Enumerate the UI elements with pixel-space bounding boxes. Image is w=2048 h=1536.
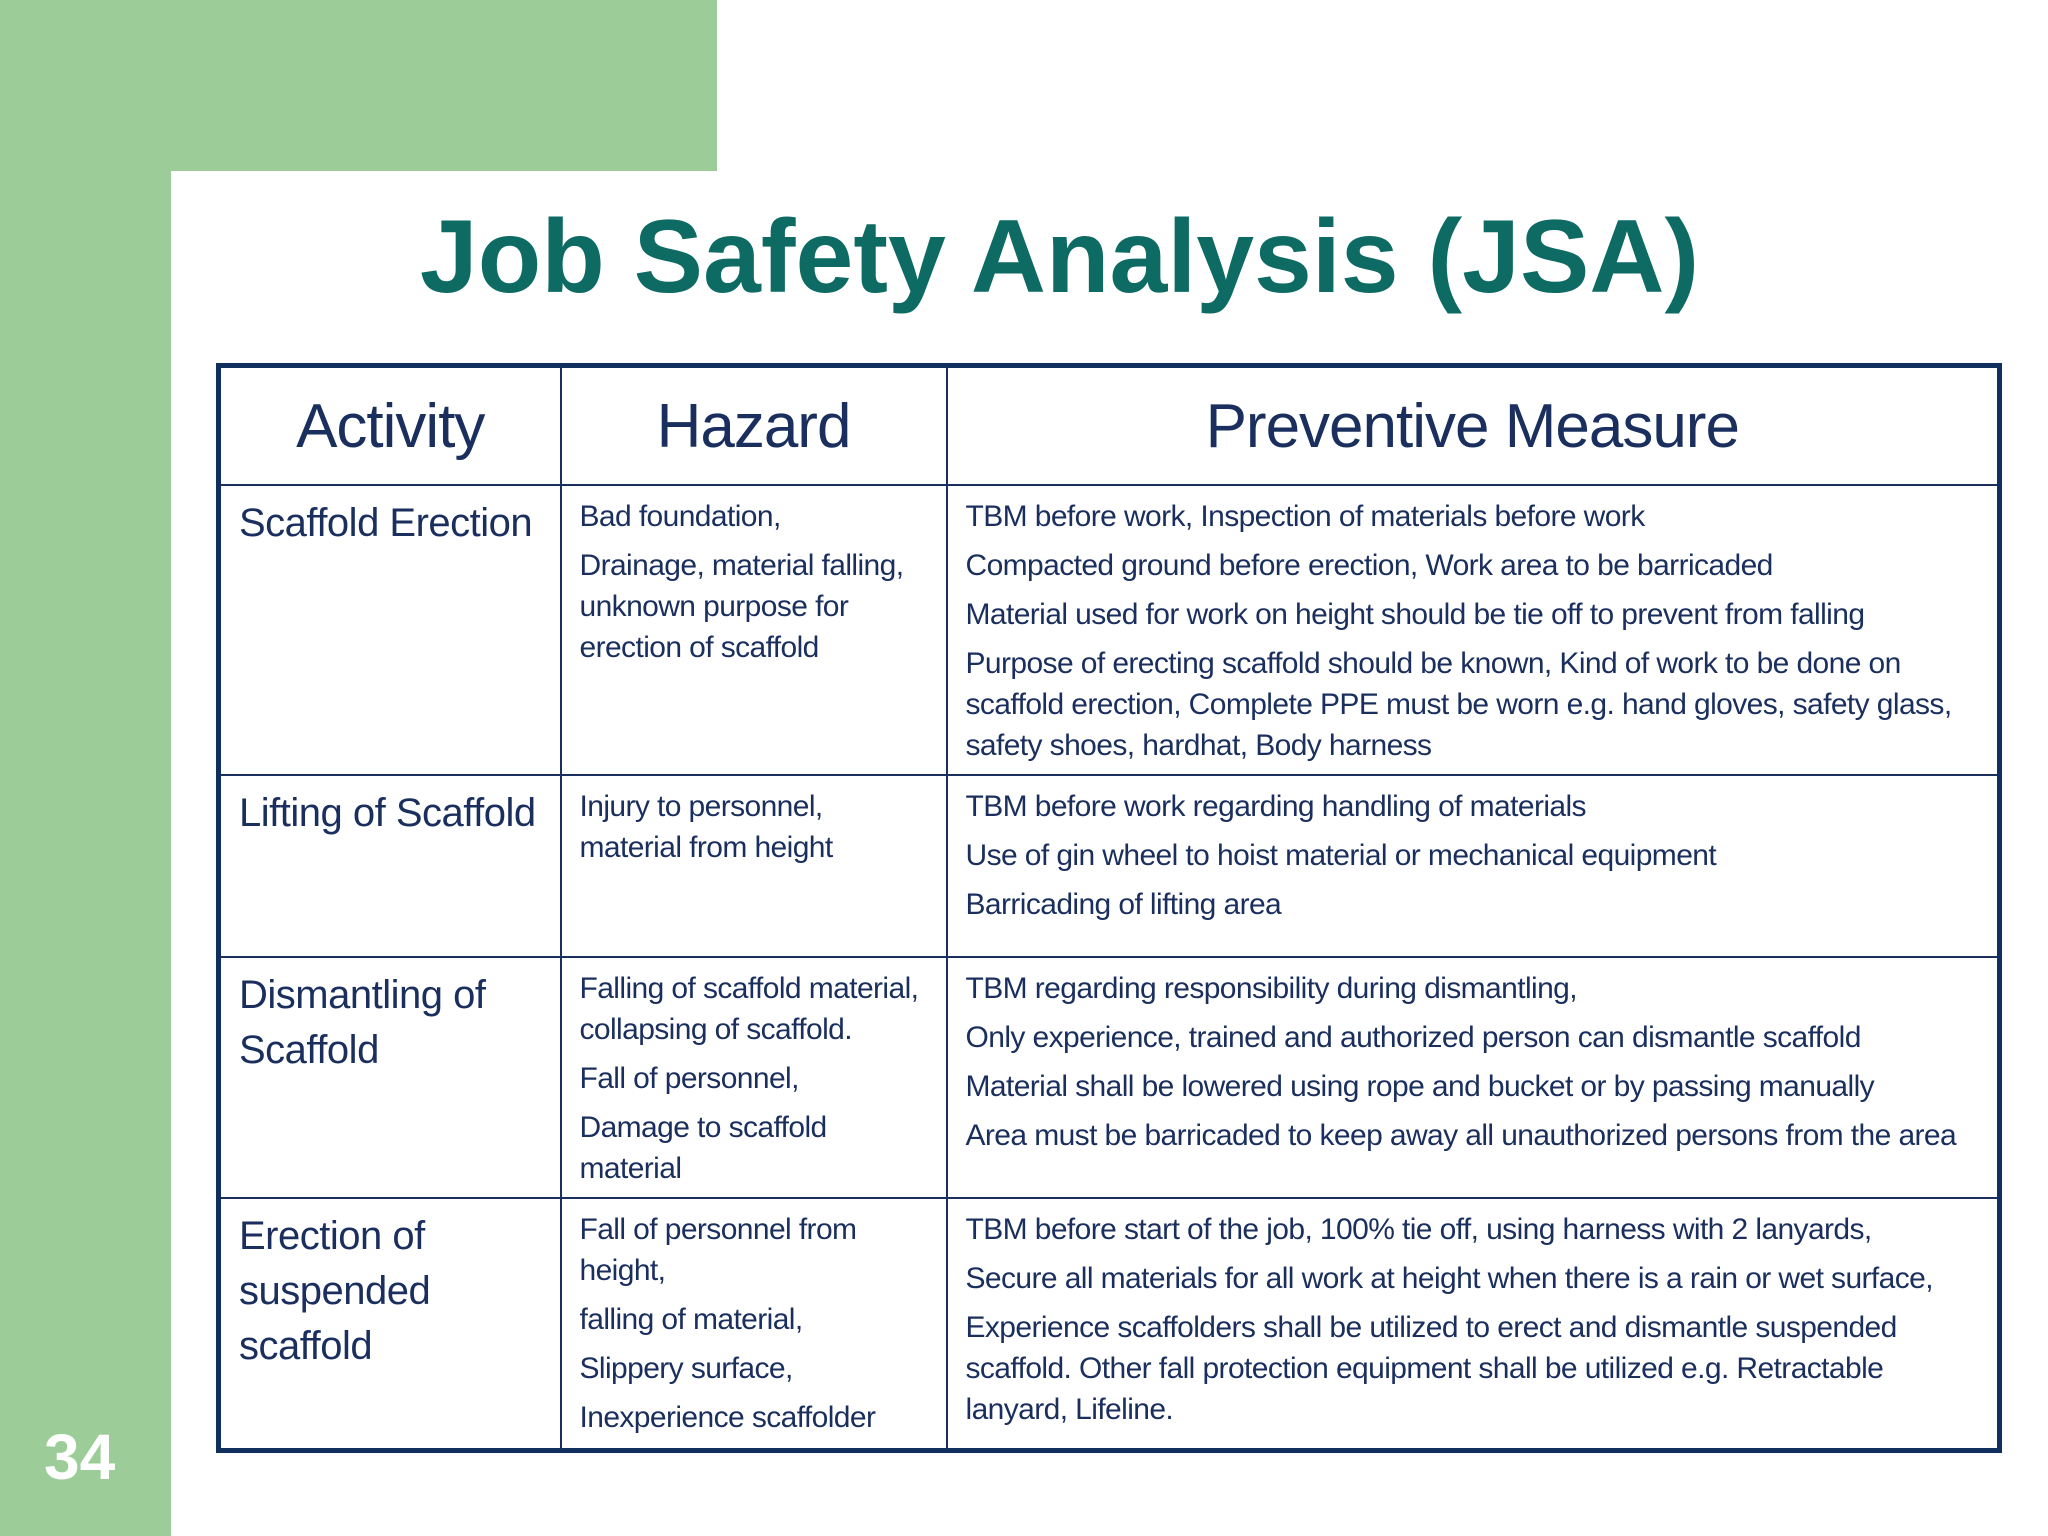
hazard-cell [561,485,947,775]
measure-cell [947,957,2000,1198]
hazard-item: Injury to personnel, material from height [579,790,833,864]
measure-item: Material shall be lowered using rope and bucket or by passing manually [965,1070,1875,1103]
hazard-item: Inexperience scaffolder [579,1401,876,1434]
measure-cell [947,485,2000,775]
measure-cell [947,1198,2000,1450]
table-row [219,1198,2000,1450]
measure-cell [947,775,2000,957]
activity-cell: Erection of suspended scaffold [219,1198,561,1450]
measure-item: Barricading of lifting area [965,888,1282,921]
jsa-table [216,363,2002,1453]
hazard-item: Fall of personnel from height, [579,1213,857,1287]
measure-item: TBM before start of the job, 100% tie off, using harness with 2 lanyards, [965,1213,1872,1246]
measure-item: Compacted ground before erection, Work area to be barricaded [965,549,1773,582]
hazard-item: Fall of personnel, [579,1062,799,1095]
header-activity: Activity [219,366,561,486]
hazard-cell [561,1198,947,1450]
measure-item: Purpose of erecting scaffold should be known, Kind of work to be done on scaffold erection, Complete PPE must be worn e.g. hand gloves, safety glass, safety shoes, hardhat, Body harness [965,647,1952,762]
measure-item: Experience scaffolders shall be utilized to erect and dismantle suspended scaffold. Other fall protection equipment shall be utilized e.g. Retractable lanyard, Lifeline. [965,1311,1897,1426]
measure-item: Only experience, trained and authorized person can dismantle scaffold [965,1021,1861,1054]
hazard-item: Damage to scaffold material [579,1111,827,1185]
measure-item: TBM before work regarding handling of materials [965,790,1586,823]
header-hazard: Hazard [561,366,947,486]
hazard-cell [561,775,947,957]
hazard-item: Falling of scaffold material, collapsing of scaffold. [579,972,919,1046]
hazard-cell [561,957,947,1198]
activity-cell: Dismantling of Scaffold [219,957,561,1198]
activity-cell: Lifting of Scaffold [219,775,561,957]
measure-item: Material used for work on height should be tie off to prevent from falling [965,598,1865,631]
header-preventive-measure: Preventive Measure [947,366,2000,486]
activity-cell: Scaffold Erection [219,485,561,775]
hazard-item: Slippery surface, [579,1352,793,1385]
accent-bar-top [0,0,717,171]
header-row [219,366,2000,486]
hazard-item: Bad foundation, [579,500,781,533]
measure-item: Use of gin wheel to hoist material or mechanical equipment [965,839,1717,872]
table-row [219,775,2000,957]
table-row [219,485,2000,775]
accent-bar-left [0,0,171,1536]
hazard-item: falling of material, [579,1303,803,1336]
table-row [219,957,2000,1198]
page-number: 34 [44,1421,116,1493]
hazard-item: Drainage, material falling, unknown purpose for erection of scaffold [579,549,904,664]
measure-item: Area must be barricaded to keep away all unauthorized persons from the area [965,1119,1957,1152]
slide-title: Job Safety Analysis (JSA) [419,199,1700,315]
measure-item: TBM before work, Inspection of materials before work [965,500,1645,533]
measure-item: TBM regarding responsibility during dismantling, [965,972,1577,1005]
measure-item: Secure all materials for all work at height when there is a rain or wet surface, [965,1262,1933,1295]
